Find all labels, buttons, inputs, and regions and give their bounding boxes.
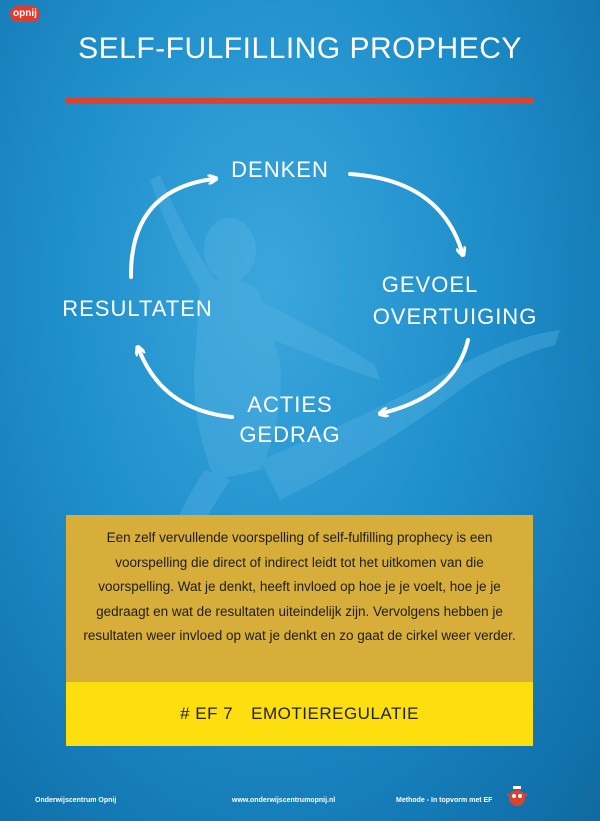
cycle-label-denken: DENKEN	[231, 157, 329, 182]
cycle-label-gedrag: GEDRAG	[239, 422, 341, 447]
arrow-resultaten-to-denken	[131, 179, 213, 277]
cycle-label-overtuiging: OVERTUIGING	[372, 304, 538, 329]
cycle-label-acties: ACTIES	[247, 392, 333, 417]
footer-organisation: Onderwijscentrum Opnij	[35, 797, 117, 804]
page-title: SELF-FULFILLING PROPHECY	[78, 32, 522, 65]
description-box: Een zelf vervullende voorspelling of self-fulfilling prophecy is een voorspelling die direct of indirect leidt tot het uitkomen van die voorspelling. Wat je denkt, heeft invloed op hoe je je voelt, hoe je je gedraagt en wat de resultaten uiteindelijk zijn. Vervolgens hebben je resultaten weer invloed op wat je denkt en zo gaat de cirkel weer verder.	[66, 515, 533, 682]
cycle-label-resultaten: RESULTATEN	[62, 296, 213, 321]
tag-code: # EF 7	[180, 704, 234, 723]
footer-method: Methode - In topvorm met EF	[396, 797, 493, 804]
tag-box	[66, 682, 533, 746]
tag-name: EMOTIEREGULATIE	[251, 704, 419, 723]
logo-badge: opnij	[10, 6, 40, 22]
mascot-icon	[504, 784, 530, 808]
cycle-label-gevoel: GEVOEL	[381, 272, 479, 297]
footer-website-link[interactable]: www.onderwijscentrumopnij.nl	[232, 797, 336, 804]
arrow-overtuiging-to-acties	[383, 340, 468, 413]
arrow-denken-to-gevoel	[350, 174, 462, 252]
